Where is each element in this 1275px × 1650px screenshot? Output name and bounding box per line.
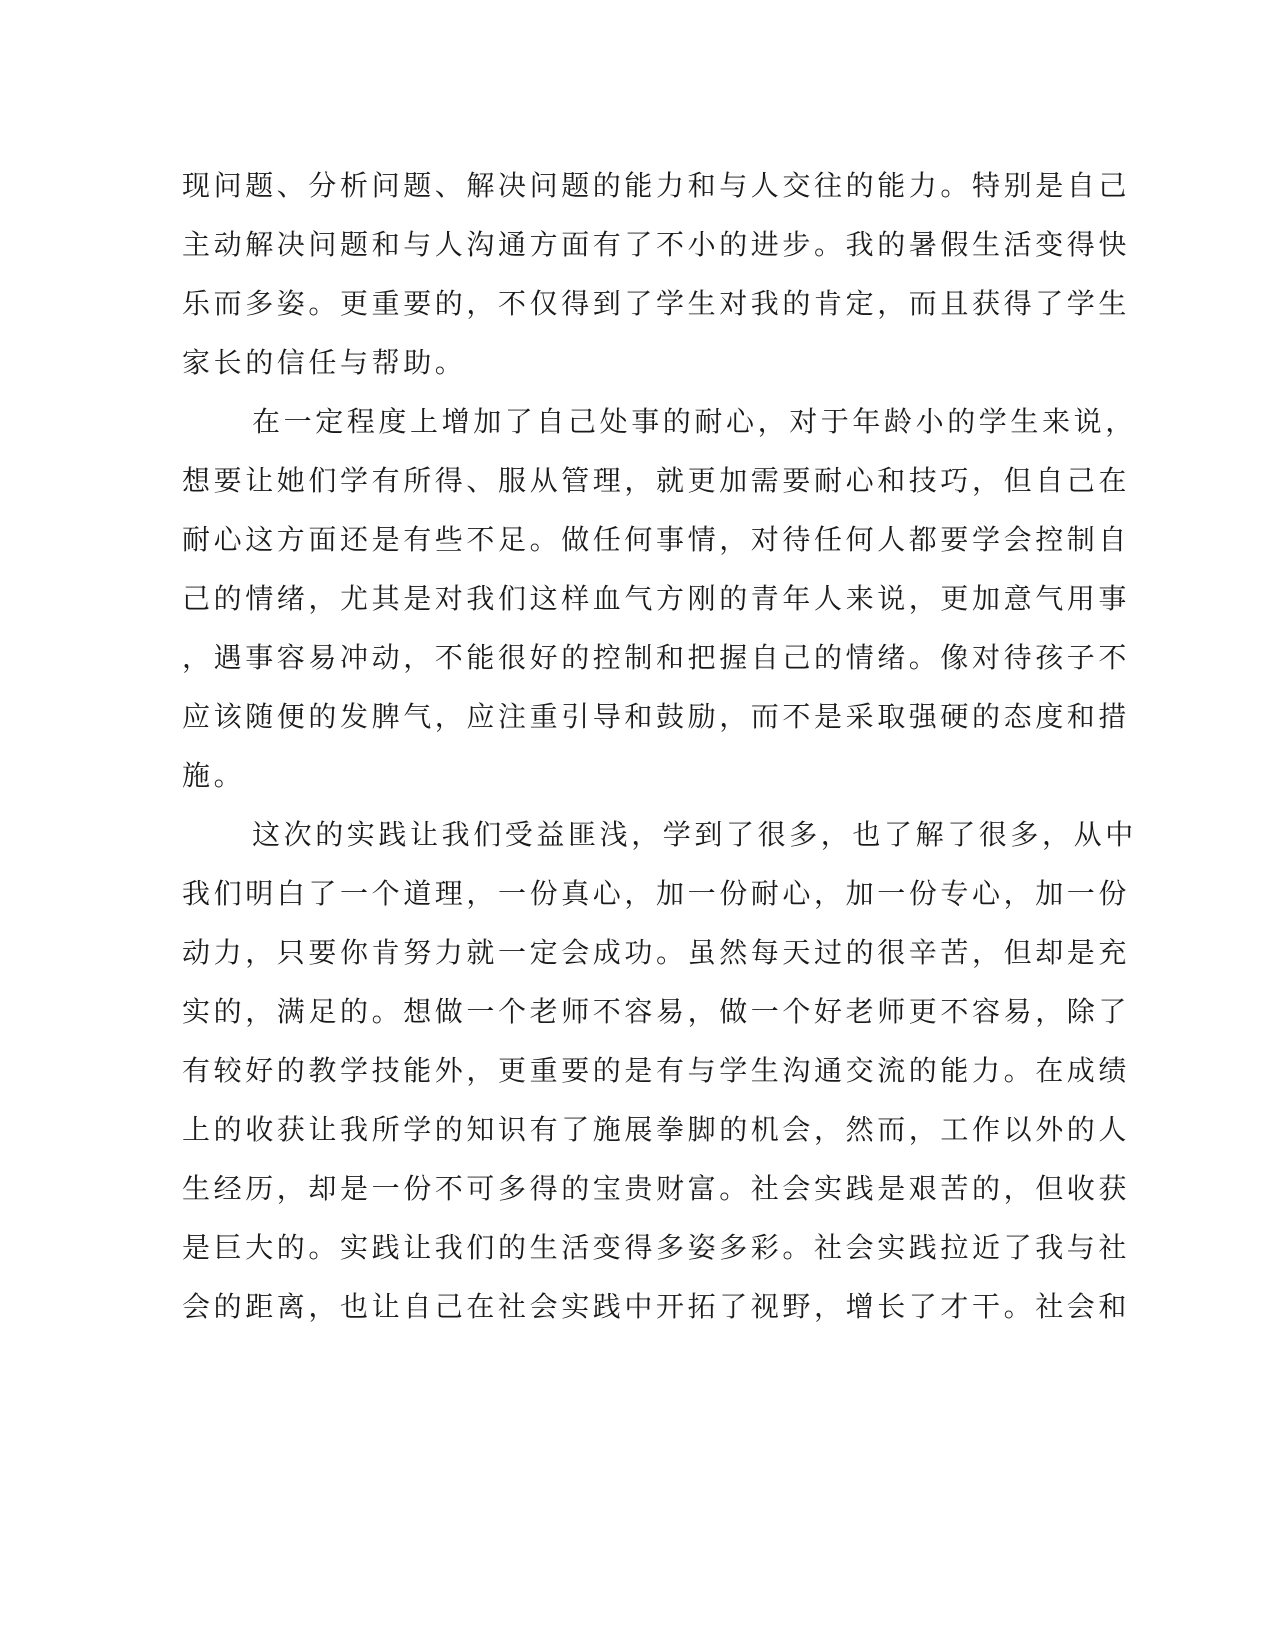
text-line: 应该随便的发脾气，应注重引导和鼓励，而不是采取强硬的态度和措	[182, 700, 1131, 733]
text-line: 耐心这方面还是有些不足。做任何事情，对待任何人都要学会控制自	[182, 523, 1131, 556]
text-line: 有较好的教学技能外，更重要的是有与学生沟通交流的能力。在成绩	[182, 1054, 1131, 1087]
text-line: 实的，满足的。想做一个老师不容易，做一个好老师更不容易，除了	[182, 995, 1131, 1028]
paragraph-first-line: 在一定程度上增加了自己处事的耐心，对于年龄小的学生来说，	[252, 405, 1137, 438]
text-line: 上的收获让我所学的知识有了施展拳脚的机会，然而，工作以外的人	[182, 1113, 1131, 1146]
text-line: 是巨大的。实践让我们的生活变得多姿多彩。社会实践拉近了我与社	[182, 1231, 1131, 1264]
text-line: 想要让她们学有所得、服从管理，就更加需要耐心和技巧，但自己在	[182, 464, 1131, 497]
paragraph-first-line: 这次的实践让我们受益匪浅，学到了很多，也了解了很多，从中	[252, 818, 1137, 851]
text-line: ，遇事容易冲动，不能很好的控制和把握自己的情绪。像对待孩子不	[182, 641, 1131, 674]
text-line: 主动解决问题和与人沟通方面有了不小的进步。我的暑假生活变得快	[182, 228, 1131, 261]
text-line: 己的情绪，尤其是对我们这样血气方刚的青年人来说，更加意气用事	[182, 582, 1131, 615]
text-line: 我们明白了一个道理，一份真心，加一份耐心，加一份专心，加一份	[182, 877, 1131, 910]
text-line: 家长的信任与帮助。	[182, 346, 467, 379]
body-text	[182, 156, 1137, 1336]
text-line: 现问题、分析问题、解决问题的能力和与人交往的能力。特别是自己	[182, 169, 1131, 202]
text-line: 乐而多姿。更重要的，不仅得到了学生对我的肯定，而且获得了学生	[182, 287, 1131, 320]
text-line: 动力，只要你肯努力就一定会成功。虽然每天过的很辛苦，但却是充	[182, 936, 1131, 969]
text-line: 施。	[182, 759, 246, 792]
text-line: 生经历，却是一份不可多得的宝贵财富。社会实践是艰苦的，但收获	[182, 1172, 1131, 1205]
text-line: 会的距离，也让自己在社会实践中开拓了视野，增长了才干。社会和	[182, 1290, 1131, 1323]
